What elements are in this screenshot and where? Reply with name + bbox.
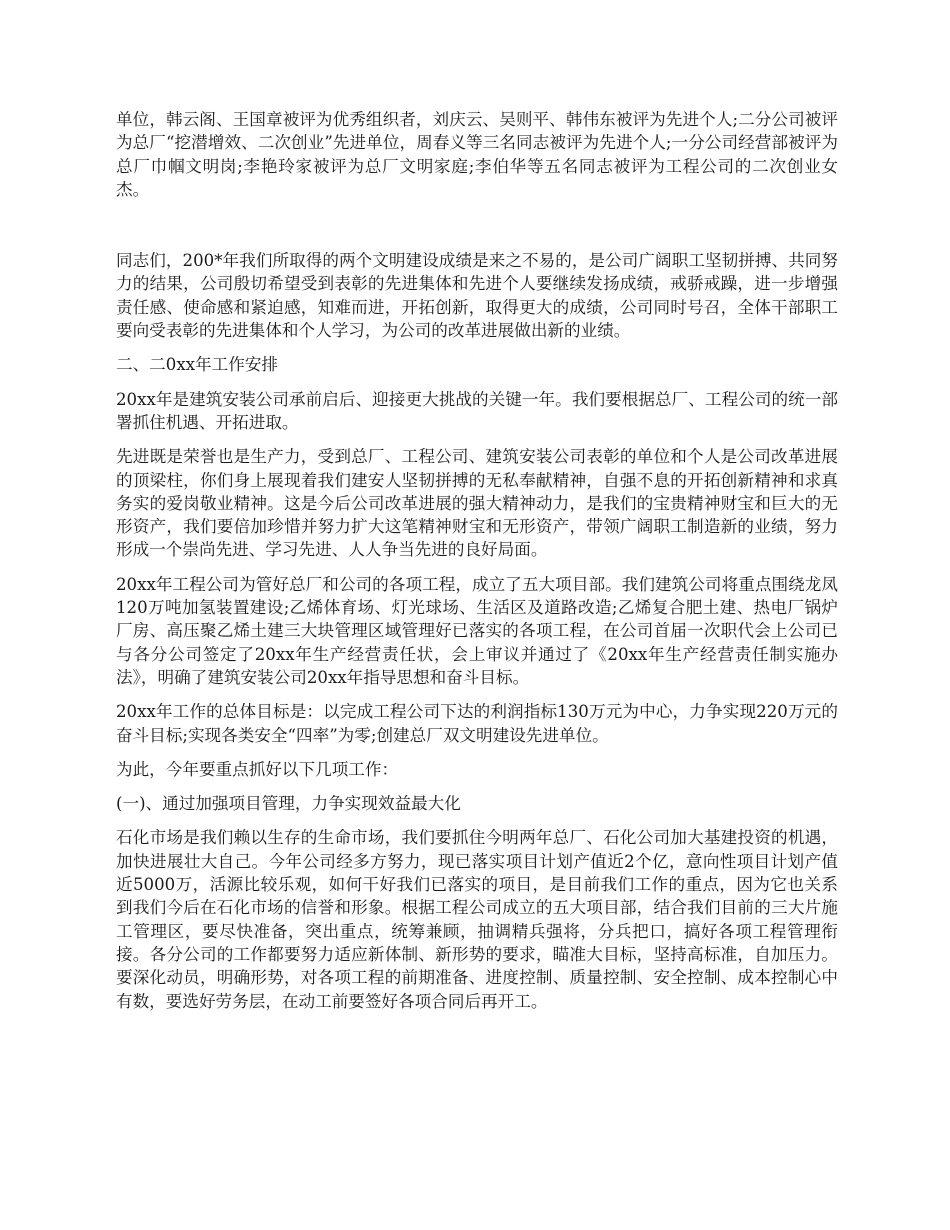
paragraph-advanced-honor: 先进既是荣誉也是生产力，受到总厂、工程公司、建筑安装公司表彰的单位和个人是公司改革进展的顶梁柱，你们身上展现着我们建安人坚韧拼搏的无私奉献精神，自强不息的开拓创新精神和求真务实的爱岗敬业精神。这是今后公司改革进展的强大精神动力，是我们的宝贵精神财宝和巨大的无形资产，我们要倍加珍惜并努力扩大这笔精神财宝和无形资产，带领广阔职工制造新的业绩，努力形成一个崇尚先进、学习先进、人人争当先进的良好局面。 [116,447,838,560]
paragraph-awards-list: 单位，韩云阁、王国章被评为优秀组织者，刘庆云、吴则平、韩伟东被评为先进个人;二分公司被评为总厂“挖潜增效、二次创业”先进单位，周春义等三名同志被评为先进个人;一分公司经营部被评为总厂巾帼文明岗;李艳玲家被评为总厂文明家庭;李伯华等五名同志被评为工程公司的二次创业女杰。 [116,110,838,199]
paragraph-key-tasks-intro: 为此，今年要重点抓好以下几项工作： [116,759,399,779]
paragraph-achievements: 同志们，200*年我们所取得的两个文明建设成绩是来之不易的，是公司广阔职工坚韧拼搏、共同努力的结果，公司殷切希望受到表彰的先进集体和先进个人要继续发扬成绩，戒骄戒躁，进一步增强责任感、使命感和紧迫感，知难而进，开拓创新，取得更大的成绩，公司同时号召，全体干部职工要向受表彰的先进集体和个人学习，为公司的改革进展做出新的业绩。 [116,251,838,341]
section-heading-work-plan: 二、二0xx年工作安排 [116,355,279,375]
paragraph-overall-goal: 20xx年工作的总体目标是：以完成工程公司下达的利润指标130万元为中心，力争实现220万元的奋斗目标;实现各类安全“四率”为零;创建总厂双文明建设先进单位。 [116,702,838,745]
subheading-project-management: (一)、通过加强项目管理，力争实现效益最大化 [116,794,461,814]
paragraph-key-year: 20xx年是建筑安装公司承前启后、迎接更大挑战的关键一年。我们要根据总厂、工程公司的统一部署抓住机遇、开拓进取。 [116,389,838,432]
paragraph-petrochemical-market: 石化市场是我们赖以生存的生命市场，我们要抓住今明两年总厂、石化公司加大基建投资的机遇，加快进展壮大自己。今年公司经多方努力，现已落实项目计划产值近2个亿，意向性项目计划产值近5000万，活源比较乐观，如何干好我们已落实的项目，是目前我们工作的重点，因为它也关系到我们今后在石化市场的信誉和形象。根据工程公司成立的五大项目部，结合我们目前的三大片施工管理区，要尽快准备，突出重点，统筹兼顾，抽调精兵强将，分兵把口，搞好各项工程管理衔接。各分公司的工作都要努力适应新体制、新形势的要求，瞄准大目标，坚持高标准，自加压力。要深化动员，明确形势，对各项工程的前期准备、进度控制、质量控制、安全控制、成本控制心中有数，要选好劳务层，在动工前要签好各项合同后再开工。 [116,828,838,1011]
paragraph-project-departments: 20xx年工程公司为管好总厂和公司的各项工程，成立了五大项目部。我们建筑公司将重点围绕龙凤120万吨加氢装置建设;乙烯体育场、灯光球场、生活区及道路改造;乙烯复合肥土建、热电厂锅炉厂房、高压聚乙烯土建三大块管理区域管理好已落实的各项工程，在公司首届一次职代会上公司已与各分公司签定了20xx年生产经营责任状，会上审议并通过了《20xx年生产经营责任制实施办法》，明确了建筑安装公司20xx年指导思想和奋斗目标。 [116,574,838,687]
document-body [116,108,838,1024]
